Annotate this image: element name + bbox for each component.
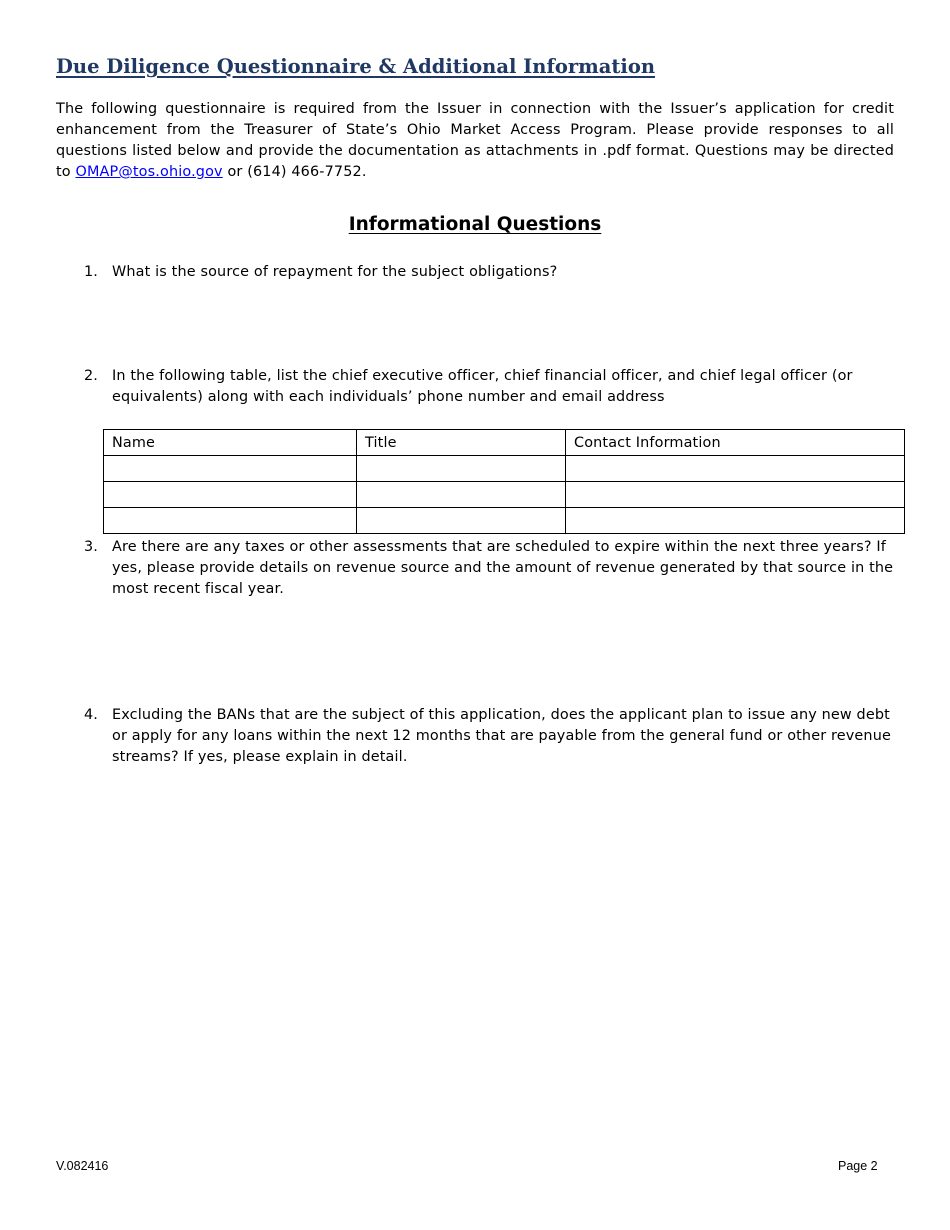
question-1: [84, 262, 899, 283]
table-cell-contact[interactable]: [566, 456, 905, 482]
table-row: [104, 482, 905, 508]
contact-table: [103, 429, 905, 534]
table-cell-contact[interactable]: [566, 482, 905, 508]
intro-text: The following questionnaire is required from the Issuer in connection with the Issuer’s application for credit enhancement from the Treasurer of State’s Ohio Market Access Program. Please provide responses to all questions listed below and provide the documentation as attachments in .pdf format. Questions may be directed to: [56, 101, 894, 180]
question-4: [84, 705, 899, 768]
question-text: Excluding the BANs that are the subject of this application, does the applicant plan to issue any new debt or apply for any loans within the next 12 months that are payable from the general fund or other revenue streams? If yes, please explain in detail.: [112, 707, 891, 765]
email-link[interactable]: OMAP@tos.ohio.gov: [75, 164, 223, 180]
question-number: 2.: [84, 368, 99, 384]
column-header-contact: Contact Information: [566, 430, 905, 456]
table-cell-name[interactable]: [104, 482, 357, 508]
question-number: 4.: [84, 707, 99, 723]
table-cell-contact[interactable]: [566, 508, 905, 534]
section-title-text: Informational Questions: [348, 214, 602, 235]
question-3: [84, 537, 899, 600]
question-text: Are there are any taxes or other assessments that are scheduled to expire within the next three years? If yes, please provide details on revenue source and the amount of revenue generated by that source in the most recent fiscal year.: [112, 539, 894, 597]
question-text: In the following table, list the chief executive officer, chief financial officer, and chief legal officer (or equivalents) along with each individuals’ phone number and email address: [112, 368, 853, 405]
intro-paragraph: [56, 99, 894, 183]
table-row: [104, 456, 905, 482]
footer-version: V.082416: [56, 1159, 109, 1173]
intro-suffix: or (614) 466-7752.: [222, 164, 367, 180]
table-row: [104, 508, 905, 534]
question-number: 1.: [84, 264, 99, 280]
footer-page-number: Page 2: [838, 1159, 878, 1173]
table-cell-title[interactable]: [357, 456, 566, 482]
table-cell-name[interactable]: [104, 456, 357, 482]
table-header-row: [104, 430, 905, 456]
column-header-name: Name: [104, 430, 357, 456]
question-text: What is the source of repayment for the subject obligations?: [112, 264, 558, 280]
question-number: 3.: [84, 539, 99, 555]
column-header-title: Title: [357, 430, 566, 456]
table-cell-title[interactable]: [357, 508, 566, 534]
question-2: [84, 366, 899, 408]
section-title: [0, 214, 950, 235]
table-cell-name[interactable]: [104, 508, 357, 534]
page-title: Due Diligence Questionnaire & Additional Information: [56, 55, 656, 78]
table-cell-title[interactable]: [357, 482, 566, 508]
